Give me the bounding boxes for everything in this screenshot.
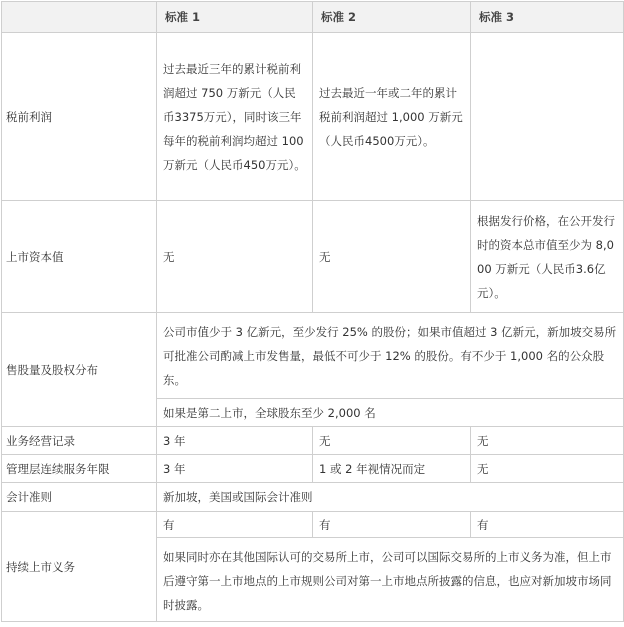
header-row <box>2 2 624 33</box>
header-standard-3: 标准 3 <box>471 2 624 33</box>
label-continuing-obligations: 持续上市义务 <box>2 512 157 622</box>
share-distribution-text: 公司市值少于 3 亿新元，至少发行 25% 的股份；如果市值超过 3 亿新元，新加坡交易所可批准公司酌减上市发售量，最低不可少于 12% 的股份。有不少于 1,000 名的公众股东。 <box>157 313 624 399</box>
label-management-continuity: 管理层连续服务年限 <box>2 455 157 483</box>
accounting-standards-text: 新加坡，美国或国际会计准则 <box>157 483 624 512</box>
market-cap-standard-1: 无 <box>157 201 313 313</box>
management-standard-2: 1 或 2 年视情况而定 <box>313 455 471 483</box>
label-track-record: 业务经营记录 <box>2 427 157 455</box>
row-track-record <box>2 427 624 455</box>
profit-standard-2: 过去最近一年或二年的累计税前利润超过 1,000 万新元（人民币4500万元）。 <box>313 33 471 201</box>
header-standard-2: 标准 2 <box>313 2 471 33</box>
header-blank <box>2 2 157 33</box>
row-share-distribution <box>2 313 624 399</box>
obligations-standard-2: 有 <box>313 512 471 538</box>
profit-standard-1: 过去最近三年的累计税前利润超过 750 万新元（人民币3375万元），同时该三年每年的税前利润均超过 100 万新元（人民币450万元）。 <box>157 33 313 201</box>
track-record-standard-1: 3 年 <box>157 427 313 455</box>
profit-standard-3 <box>471 33 624 201</box>
listing-criteria-table <box>1 1 624 622</box>
row-accounting-standards <box>2 483 624 512</box>
row-management-continuity <box>2 455 624 483</box>
label-share-distribution: 售股量及股权分布 <box>2 313 157 427</box>
track-record-standard-3: 无 <box>471 427 624 455</box>
obligations-standard-1: 有 <box>157 512 313 538</box>
market-cap-standard-3: 根据发行价格，在公开发行时的资本总市值至少为 8,000 万新元（人民币3.6亿元）。 <box>471 201 624 313</box>
management-standard-1: 3 年 <box>157 455 313 483</box>
label-pretax-profit: 税前利润 <box>2 33 157 201</box>
obligations-detail-text: 如果同时亦在其他国际认可的交易所上市，公司可以国际交易所的上市义务为准，但上市后遵守第一上市地点的上市规则公司对第一上市地点所披露的信息，也应对新加坡市场同时披露。 <box>157 538 624 622</box>
obligations-standard-3: 有 <box>471 512 624 538</box>
track-record-standard-2: 无 <box>313 427 471 455</box>
row-pretax-profit <box>2 33 624 201</box>
label-market-cap: 上市资本值 <box>2 201 157 313</box>
header-standard-1: 标准 1 <box>157 2 313 33</box>
row-continuing-obligations <box>2 512 624 538</box>
label-accounting-standards: 会计准则 <box>2 483 157 512</box>
secondary-listing-text: 如果是第二上市，全球股东至少 2,000 名 <box>157 399 624 427</box>
row-market-cap <box>2 201 624 313</box>
market-cap-standard-2: 无 <box>313 201 471 313</box>
management-standard-3: 无 <box>471 455 624 483</box>
